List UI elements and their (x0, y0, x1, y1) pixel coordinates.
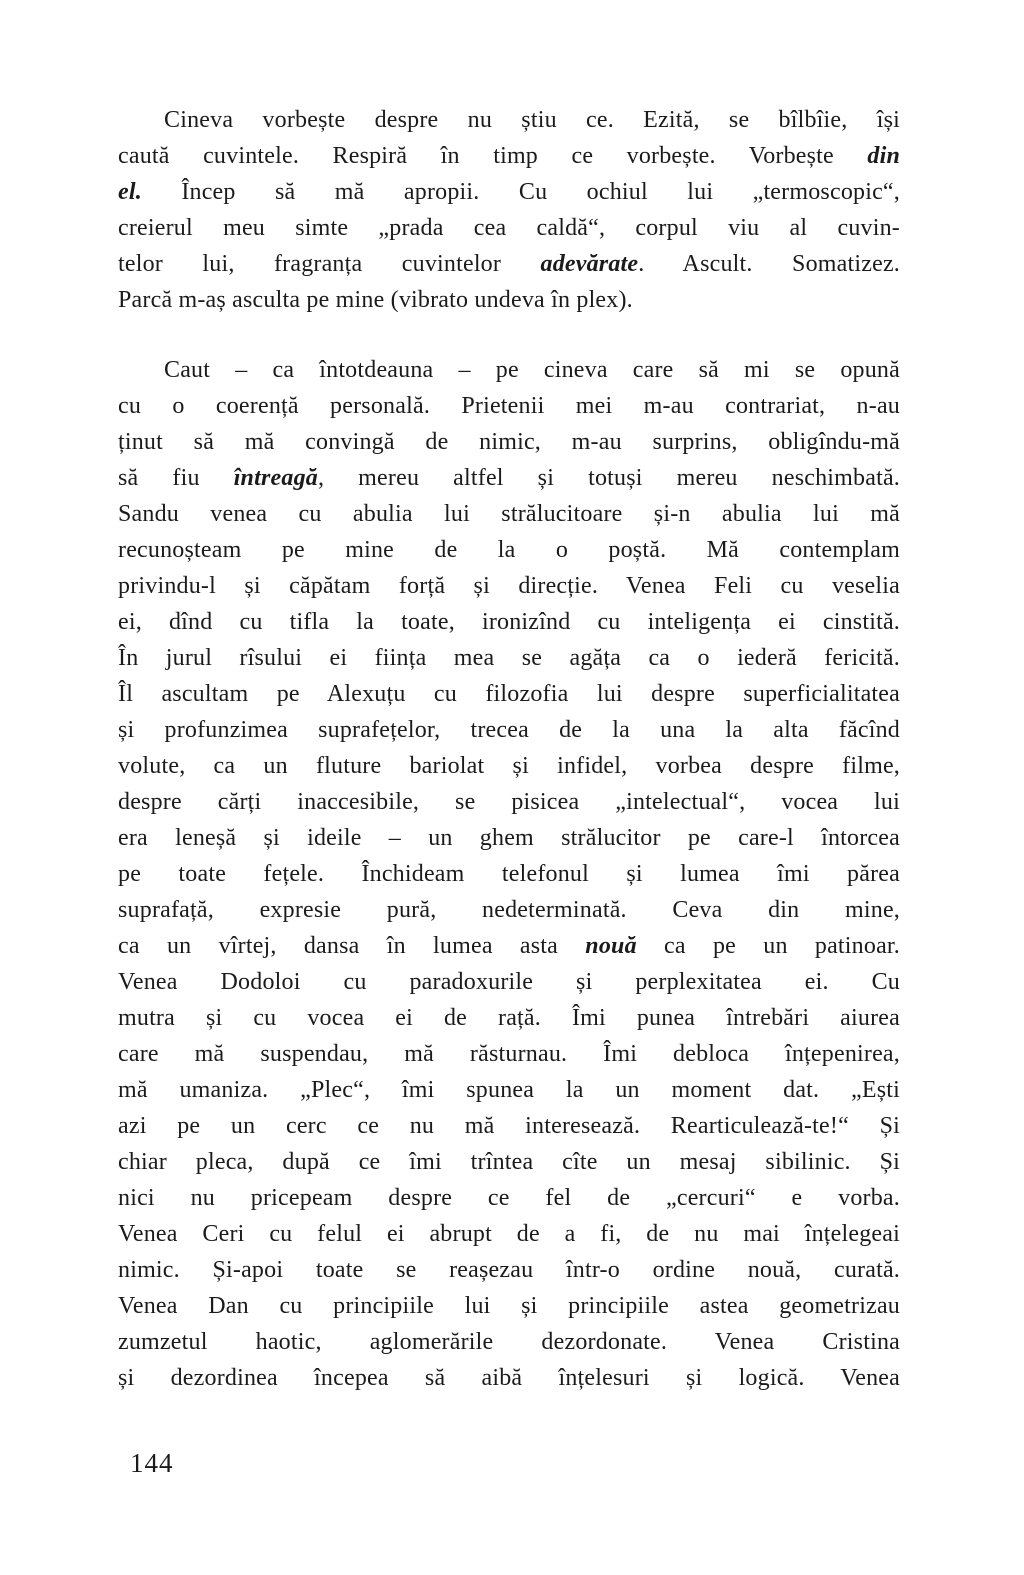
text-run: volute, ca un fluture bariolat și infidel, vorbea despre filme, (118, 753, 900, 779)
text-run: , mereu altfel și totuși mereu neschimbată. (317, 465, 900, 491)
text-run: zumzetul haotic, aglomerările dezordonate. Venea Cristina (118, 1329, 900, 1355)
text-run: Sandu venea cu abulia lui strălucitoare și-n abulia lui mă (118, 501, 900, 527)
text-line (118, 210, 900, 246)
text-run: suprafață, expresie pură, nedeterminată. Ceva din mine, (118, 897, 900, 923)
text-run: era leneșă și ideile – un ghem strălucitor pe care-l întorcea (118, 825, 900, 851)
text-line (118, 1360, 900, 1396)
text-line (118, 784, 900, 820)
text-line (118, 1036, 900, 1072)
text-run: întreagă (233, 465, 318, 491)
text-run: cu o coerență personală. Prietenii mei m-au contrariat, n-au (118, 393, 900, 419)
text-line (118, 460, 900, 496)
paragraph (118, 352, 900, 1396)
text-run: azi pe un cerc ce nu mă interesează. Rearticulează-te!“ Și (118, 1113, 900, 1139)
text-run: În jurul rîsului ei ființa mea se agăța ca o iederă fericită. (118, 645, 900, 671)
text-line (118, 748, 900, 784)
text-run: ținut să mă convingă de nimic, m-au surprins, obligîndu-mă (118, 429, 900, 455)
text-run: privindu-l și căpătam forță și direcție. Venea Feli cu veselia (118, 573, 900, 599)
text-run: mă umaniza. „Plec“, îmi spunea la un moment dat. „Ești (118, 1077, 900, 1103)
text-run: și profunzimea suprafețelor, trecea de la una la alta făcînd (118, 717, 900, 743)
text-line (118, 352, 900, 388)
text-run: adevărate (540, 251, 639, 277)
text-line (118, 138, 900, 174)
text-run: . Ascult. Somatizez. (638, 251, 900, 277)
text-run: despre cărți inaccesibile, se pisicea „intelectual“, vocea lui (118, 789, 900, 815)
text-run: Cineva vorbește despre nu știu ce. Ezită, se bîlbîie, își (164, 107, 900, 133)
text-line (118, 1180, 900, 1216)
text-run: ca un vîrtej, dansa în lumea asta (118, 933, 586, 959)
text-run: Venea Ceri cu felul ei abrupt de a fi, de nu mai înțelegeai (118, 1221, 900, 1247)
text-run: telor lui, fragranța cuvintelor (118, 251, 541, 277)
text-line (118, 604, 900, 640)
text-line (118, 964, 900, 1000)
text-line (118, 1288, 900, 1324)
paragraph (118, 102, 900, 318)
text-line (118, 928, 900, 964)
text-run: ca pe un patinoar. (636, 933, 900, 959)
text-line (118, 532, 900, 568)
text-line (118, 282, 900, 318)
text-line (118, 856, 900, 892)
text-run: chiar pleca, după ce îmi trîntea cîte un mesaj sibilinic. Și (118, 1149, 900, 1175)
text-line (118, 102, 900, 138)
text-run: să fiu (118, 465, 234, 491)
text-run: Caut – ca întotdeauna – pe cineva care să mi se opună (164, 357, 900, 383)
text-run: și dezordinea începea să aibă înțelesuri și logică. Venea (118, 1365, 900, 1391)
text-line (118, 174, 900, 210)
text-line (118, 640, 900, 676)
text-block (118, 102, 900, 1396)
text-run: Venea Dodoloi cu paradoxurile și perplexitatea ei. Cu (118, 969, 900, 995)
text-run: Încep să mă apropii. Cu ochiul lui „termoscopic“, (141, 179, 900, 205)
text-line (118, 892, 900, 928)
text-run: creierul meu simte „prada cea caldă“, corpul viu al cuvin- (118, 215, 900, 241)
text-run: caută cuvintele. Respiră în timp ce vorbește. Vorbește (118, 143, 868, 169)
text-run: pe toate fețele. Închideam telefonul și lumea îmi părea (118, 861, 900, 887)
page-number: 144 (130, 1448, 174, 1478)
text-line (118, 1144, 900, 1180)
text-line (118, 1216, 900, 1252)
text-run: Venea Dan cu principiile lui și principiile astea geometrizau (118, 1293, 900, 1319)
text-line (118, 388, 900, 424)
text-run: el. (118, 179, 142, 205)
text-run: care mă suspendau, mă răsturnau. Îmi debloca înțepenirea, (118, 1041, 900, 1067)
text-line (118, 1072, 900, 1108)
text-run: mutra și cu vocea ei de rață. Îmi punea întrebări aiurea (118, 1005, 900, 1031)
text-run: recunoșteam pe mine de la o poștă. Mă contemplam (118, 537, 900, 563)
text-line (118, 1324, 900, 1360)
text-line (118, 246, 900, 282)
text-line (118, 496, 900, 532)
text-run: Îl ascultam pe Alexuțu cu filozofia lui despre superficialitatea (118, 681, 900, 707)
text-run: nimic. Și-apoi toate se reașezau într-o ordine nouă, curată. (118, 1257, 900, 1283)
text-line (118, 1252, 900, 1288)
text-line (118, 676, 900, 712)
text-line (118, 1108, 900, 1144)
text-line (118, 424, 900, 460)
text-line (118, 712, 900, 748)
text-line (118, 1000, 900, 1036)
text-run: Parcă m-aș asculta pe mine (vibrato undeva în plex). (118, 287, 633, 313)
text-run: nici nu pricepeam despre ce fel de „cercuri“ e vorba. (118, 1185, 900, 1211)
text-run: nouă (585, 933, 637, 959)
text-run: din (867, 143, 900, 169)
text-line (118, 568, 900, 604)
text-run: ei, dînd cu tifla la toate, ironizînd cu inteligența ei cinstită. (118, 609, 900, 635)
text-line (118, 820, 900, 856)
